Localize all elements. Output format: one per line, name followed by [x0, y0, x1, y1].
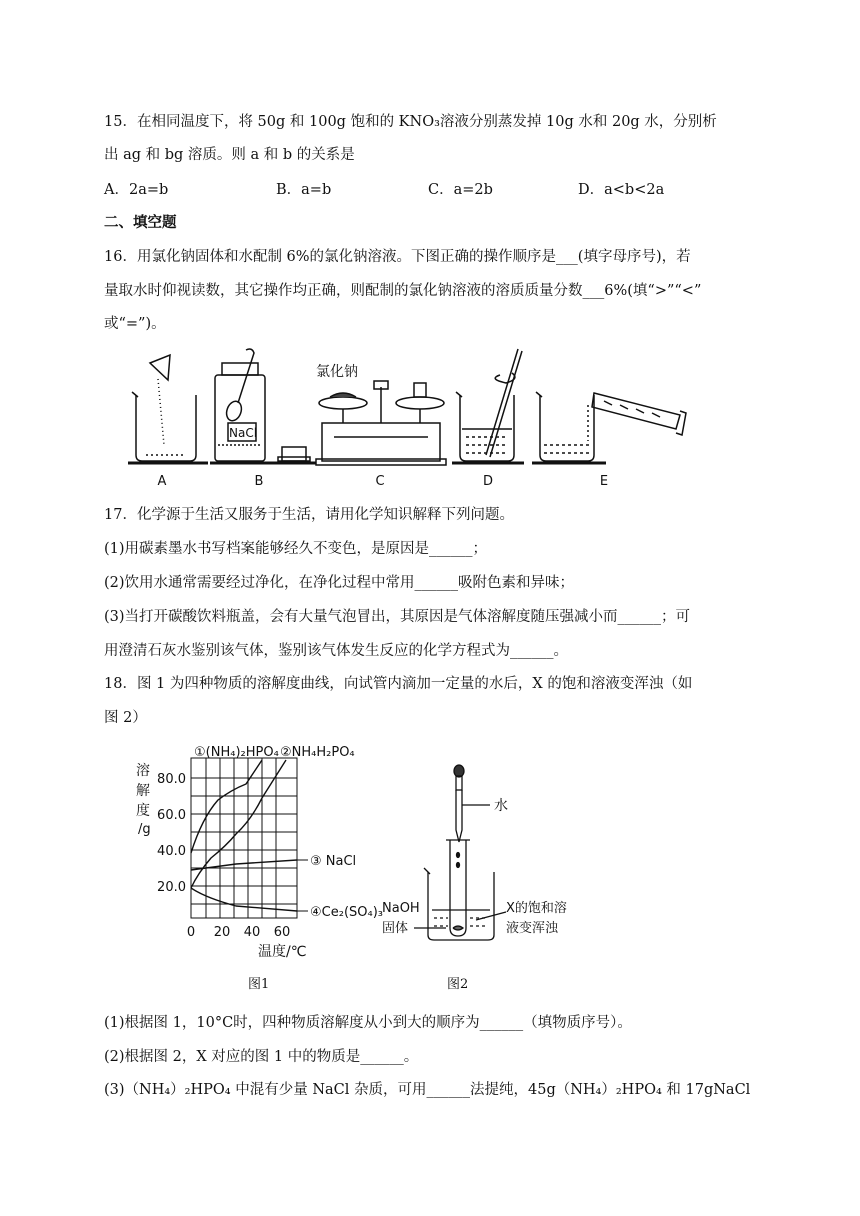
- xtick-20: 20: [213, 925, 231, 940]
- q15-option-d: D．a<b<2a: [578, 182, 665, 198]
- q18-part1: (1)根据图 1，10°C时，四种物质溶解度从小到大的顺序为______（填物质序号）。: [104, 1015, 632, 1031]
- step-c-illustration: [316, 381, 446, 465]
- ytick-60: 60.0: [157, 808, 186, 823]
- xaxis-label: 温度/℃: [258, 944, 307, 960]
- naoh-label-line1: NaOH: [382, 901, 420, 916]
- q16-stem-line3: 或“=”)。: [104, 316, 166, 332]
- q15-option-a: A．2a=b: [104, 182, 169, 198]
- q15-stem-line2: 出 ag 和 bg 溶质。则 a 和 b 的关系是: [104, 147, 355, 163]
- q16-stem-line1: 16．用氯化钠固体和水配制 6%的氯化钠溶液。下图正确的操作顺序是___(填字母序号)，若: [104, 249, 691, 265]
- x-solution-label-line1: X的饱和溶: [506, 901, 567, 916]
- label-d: D: [482, 474, 494, 489]
- label-c: C: [375, 474, 385, 489]
- step-b-illustration: [210, 349, 316, 463]
- q18-stem-line2: 图 2）: [104, 710, 147, 726]
- figure1-caption: 图1: [248, 977, 270, 992]
- q15-stem-line1: 15．在相同温度下，将 50g 和 100g 饱和的 KNO₃溶液分别蒸发掉 10g 水和 20g 水，分别析: [104, 114, 717, 130]
- curve-label-2: ②NH₄H₂PO₄: [280, 745, 355, 760]
- label-e: E: [599, 474, 609, 489]
- xtick-60: 60: [273, 925, 291, 940]
- figure2-apparatus: [380, 760, 620, 960]
- q17-part1: (1)用碳素墨水书写档案能够经久不变色，是原因是______；: [104, 541, 488, 557]
- section-title: 二、填空题: [104, 214, 177, 231]
- ytick-20: 20.0: [157, 880, 186, 895]
- label-a: A: [157, 474, 167, 489]
- curve-1: [191, 760, 262, 853]
- q16-operation-figure: [0, 345, 860, 489]
- ytick-40: 40.0: [157, 844, 186, 859]
- curve-label-4: ④Ce₂(SO₄)₃: [310, 905, 383, 920]
- q18-part3: (3)（NH₄）₂HPO₄ 中混有少量 NaCl 杂质，可用______法提纯，45g（NH₄）₂HPO₄ 和 17gNaCl: [104, 1082, 751, 1098]
- naoh-label-line2: 固体: [382, 921, 409, 936]
- q18-part2: (2)根据图 2，X 对应的图 1 中的物质是______。: [104, 1049, 419, 1065]
- q15-option-c: C．a=2b: [428, 182, 493, 198]
- x-solution-label-line2: 液变浑浊: [506, 921, 559, 936]
- q18-stem-line1: 18．图 1 为四种物质的溶解度曲线，向试管内滴加一定量的水后，X 的饱和溶液变浑浊（如: [104, 676, 693, 692]
- q17-intro: 17．化学源于生活又服务于生活，请用化学知识解释下列问题。: [104, 507, 514, 523]
- label-b: B: [254, 474, 264, 489]
- step-a-illustration: [128, 355, 208, 463]
- q16-stem-line2: 量取水时仰视读数，其它操作均正确，则配制的氯化钠溶液的溶质质量分数___6%(填“>”“<”: [104, 283, 702, 299]
- xtick-0: 0: [186, 925, 196, 940]
- curve-label-1: ①(NH₄)₂HPO₄: [194, 745, 279, 760]
- step-d-illustration: [452, 349, 524, 463]
- balance-label: 氯化钠: [316, 364, 358, 380]
- curve-4: [191, 888, 297, 911]
- q17-part3-line1: (3)当打开碳酸饮料瓶盖，会有大量气泡冒出，其原因是气体溶解度随压强减小而______；可: [104, 609, 691, 625]
- step-e-illustration: [532, 392, 686, 463]
- xtick-40: 40: [243, 925, 261, 940]
- ylabel-char-3: 度: [136, 803, 150, 819]
- ylabel-char-2: 解: [136, 783, 150, 799]
- q15-option-b: B．a=b: [276, 182, 332, 198]
- curve-label-3: ③ NaCl: [310, 854, 357, 869]
- ylabel-char-1: 溶: [136, 763, 150, 779]
- q17-part2: (2)饮用水通常需要经过净化，在净化过程中常用______吸附色素和异味；: [104, 575, 575, 591]
- q17-part3-line2: 用澄清石灰水鉴别该气体，鉴别该气体发生反应的化学方程式为______。: [104, 643, 568, 659]
- figure2-caption: 图2: [447, 977, 469, 992]
- ytick-80: 80.0: [157, 772, 186, 787]
- bottle-label: NaCl: [229, 426, 258, 440]
- water-label: 水: [494, 798, 508, 814]
- ylabel-unit: /g: [138, 822, 151, 837]
